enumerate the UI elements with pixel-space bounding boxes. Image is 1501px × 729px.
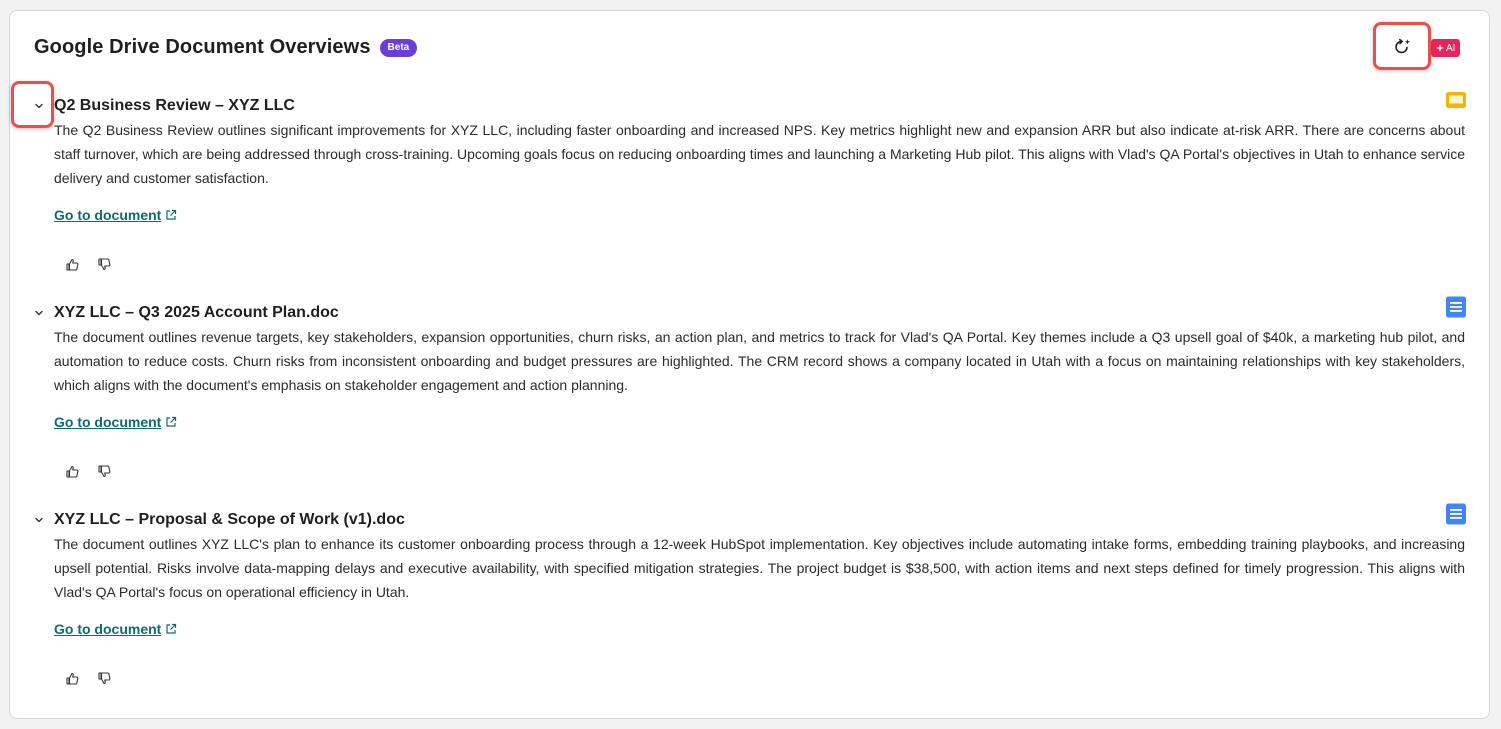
go-to-document-link[interactable] — [54, 414, 177, 430]
feedback-controls — [64, 256, 112, 272]
thumbs-up-button[interactable] — [64, 256, 80, 272]
chevron-down-icon — [34, 101, 44, 111]
chevron-down-icon — [34, 515, 44, 525]
external-link-icon — [165, 623, 177, 635]
feedback-controls — [64, 463, 112, 479]
card-title: Google Drive Document Overviews — [34, 36, 371, 58]
thumbs-down-icon — [98, 258, 111, 271]
collapse-toggle[interactable] — [30, 97, 48, 115]
thumbs-up-icon — [66, 672, 79, 685]
sparkle-icon — [1436, 44, 1444, 52]
thumbs-up-icon — [66, 258, 79, 271]
regenerate-button[interactable] — [1386, 33, 1418, 61]
thumbs-up-button[interactable] — [64, 463, 80, 479]
google-docs-icon — [1445, 503, 1467, 525]
collapse-toggle[interactable] — [30, 511, 48, 529]
ai-badge — [1431, 39, 1460, 57]
thumbs-down-button[interactable] — [96, 670, 112, 686]
thumbs-up-button[interactable] — [64, 670, 80, 686]
thumbs-up-icon — [66, 465, 79, 478]
google-docs-icon — [1445, 296, 1467, 318]
document-summary: The document outlines revenue targets, key stakeholders, expansion opportunities, churn risks, an action plan, and metrics to track for Vlad's QA Portal. Key themes include a Q3 upsell goal of $40k, a marketing hub pilot, and automation to reduce costs. Churn risks from inconsistent onboarding and budget pressures are highlighted. The CRM record shows a company located in Utah with a focus on maintaining relationships with key stakeholders, which aligns with the document's emphasis on stakeholder engagement and action planning. — [54, 329, 1465, 393]
external-link-icon — [165, 209, 177, 221]
go-to-document-link[interactable] — [54, 621, 177, 637]
thumbs-down-button[interactable] — [96, 463, 112, 479]
document-overviews-card — [9, 10, 1490, 719]
regenerate-sparkle-icon — [1392, 37, 1412, 57]
feedback-controls — [64, 670, 112, 686]
thumbs-down-button[interactable] — [96, 256, 112, 272]
thumbs-down-icon — [98, 465, 111, 478]
collapse-toggle[interactable] — [30, 304, 48, 322]
document-summary: The Q2 Business Review outlines significant improvements for XYZ LLC, including faster onboarding and increased NPS. Key metrics highlight new and expansion ARR but also indicate at-risk ARR. There are concerns about staff turnover, which are being addressed through cross-training. Upcoming goals focus on reducing onboarding times and launching a Marketing Hub pilot. This aligns with Vlad's QA Portal's objectives in Utah to enhance service delivery and customer satisfaction. — [54, 122, 1465, 186]
document-title: Q2 Business Review – XYZ LLC — [54, 97, 295, 114]
document-summary: The document outlines XYZ LLC's plan to enhance its customer onboarding process through a 12-week HubSpot implementation. Key objectives include automating intake forms, embedding training playbooks, and increasing upsell potential. Risks involve data-mapping delays and executive availability, with specified mitigation strategies. The project budget is $38,500, with action items and next steps defined for timely progression. This aligns with Vlad's QA Portal's focus on operational efficiency in Utah. — [54, 536, 1465, 600]
go-to-document-label: Go to document — [54, 621, 162, 637]
document-title: XYZ LLC – Proposal & Scope of Work (v1).doc — [54, 511, 405, 528]
go-to-document-label: Go to document — [54, 207, 162, 223]
go-to-document-link[interactable] — [54, 207, 177, 223]
thumbs-down-icon — [98, 672, 111, 685]
ai-badge-label: AI — [1446, 42, 1456, 54]
document-title: XYZ LLC – Q3 2025 Account Plan.doc — [54, 304, 339, 321]
google-slides-icon — [1445, 89, 1467, 111]
card-header — [34, 36, 417, 59]
beta-badge: Beta — [380, 39, 418, 57]
external-link-icon — [165, 416, 177, 428]
go-to-document-label: Go to document — [54, 414, 162, 430]
chevron-down-icon — [34, 308, 44, 318]
